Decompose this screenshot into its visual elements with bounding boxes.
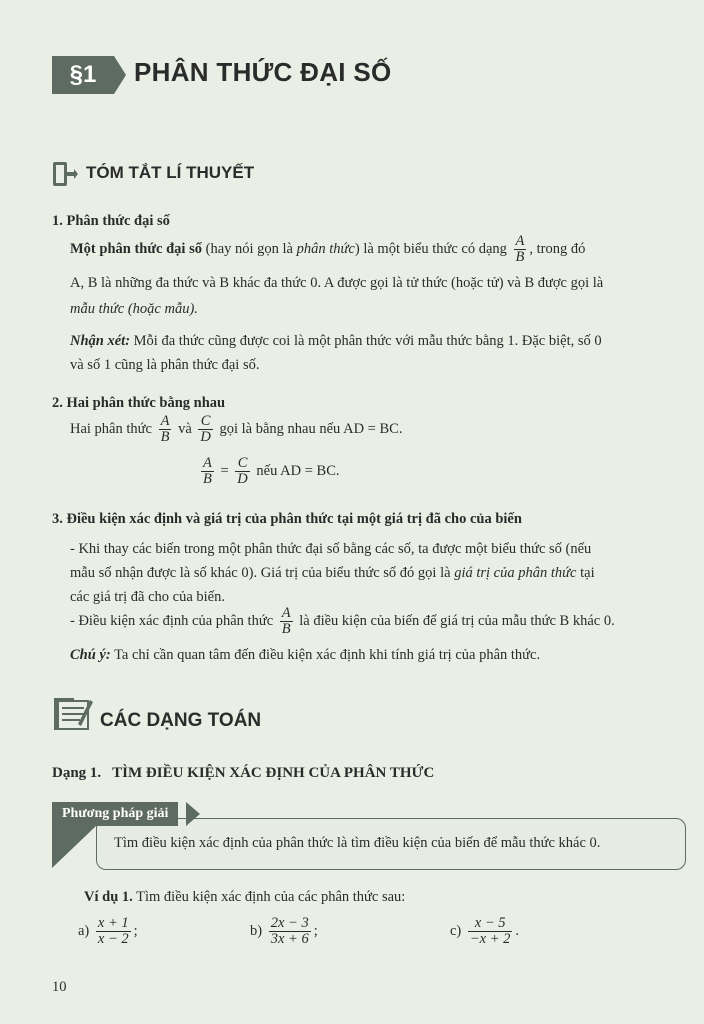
fraction-c-over-d: $\frac{C}{D}$ xyxy=(200,413,211,446)
punctuation: ; xyxy=(133,923,138,940)
remark-label: Nhận xét: xyxy=(70,333,131,349)
fraction-a-over-b: $\frac{A}{B}$ xyxy=(203,455,212,488)
remark-text: Mỗi đa thức cũng được coi là một phân thức với mẫu thức bằng 1. Đặc biệt, số 0 xyxy=(133,333,602,349)
item1-remark-line2: và số 1 cũng là phân thức đại số. xyxy=(70,357,260,373)
item3-b1-line1: - Khi thay các biến trong một phân thức đại số bằng các số, ta được một biểu thức số (nếu xyxy=(70,541,592,557)
fraction-a-over-b: $\frac{A}{B}$ xyxy=(515,233,525,266)
example1-part-b xyxy=(250,916,318,947)
method-box-wedge xyxy=(52,826,96,868)
dang1-title: TÌM ĐIỀU KIỆN XÁC ĐỊNH CỦA PHÂN THỨC xyxy=(112,765,435,781)
item2-line xyxy=(70,414,402,445)
method-text: Tìm điều kiện xác định của phân thức là tìm điều kiện của biến để mẫu thức khác 0. xyxy=(114,835,601,851)
item1-line3: mẫu thức (hoặc mẫu). xyxy=(70,301,198,317)
example1-text: Tìm điều kiện xác định của các phân thức sau: xyxy=(136,889,406,905)
example1-label: Ví dụ 1. xyxy=(84,889,133,905)
item1-heading: 1. Phân thức đại số xyxy=(52,213,170,229)
summary-icon xyxy=(52,160,78,188)
page-number: 10 xyxy=(52,979,67,995)
item1-text: ) là một biểu thức có dạng xyxy=(354,241,507,258)
method-label-arrow xyxy=(186,802,200,826)
fraction-a-over-b: $\frac{A}{B}$ xyxy=(160,413,170,446)
item1-line1 xyxy=(70,234,690,265)
fraction-b: $\frac{2x - 3}{3x + 6}$ xyxy=(270,915,309,948)
item1-text: , trong đó xyxy=(529,241,586,258)
item1-text: (hay nói gọn là xyxy=(205,241,293,258)
example1-prompt xyxy=(84,886,405,908)
item3-text: - Điều kiện xác định của phân thức xyxy=(70,613,274,630)
fraction-c-over-d: $\frac{C}{D}$ xyxy=(237,455,248,488)
dang1-heading xyxy=(52,762,434,785)
item3-note xyxy=(70,644,540,666)
item3-b1-line3: các giá trị đã cho của biến. xyxy=(70,589,225,605)
item3-term: giá trị của phân thức xyxy=(454,565,577,581)
punctuation: . xyxy=(515,923,520,940)
part-label: a) xyxy=(78,923,90,940)
part-label: b) xyxy=(250,923,263,940)
section-number-badge: §1 xyxy=(52,56,114,94)
item2-text: nếu AD = BC. xyxy=(256,463,340,480)
item2-text: gọi là bằng nhau nếu AD = BC. xyxy=(219,421,403,438)
item1-line2: A, B là những đa thức và B khác đa thức 0. A được gọi là tử thức (hoặc tử) và B được gọi là xyxy=(70,275,604,291)
equals-sign: = xyxy=(220,463,229,480)
item1-term-italic: phân thức xyxy=(296,241,355,258)
item2-text: và xyxy=(178,421,192,438)
example1-part-c xyxy=(450,916,519,947)
note-label: Chú ý: xyxy=(70,647,111,663)
dang1-label: Dạng 1. xyxy=(52,765,102,781)
section-title: PHÂN THỨC ĐẠI SỐ xyxy=(134,57,392,87)
summary-title: TÓM TẮT LÍ THUYẾT xyxy=(86,163,255,182)
part-label: c) xyxy=(450,923,462,940)
item2-heading: 2. Hai phân thức bằng nhau xyxy=(52,395,226,411)
item3-heading: 3. Điều kiện xác định và giá trị của phân thức tại một giá trị đã cho của biến xyxy=(52,511,522,527)
fraction-c: $\frac{x - 5}{-x + 2}$ xyxy=(469,915,511,948)
fraction-a: $\frac{x + 1}{x - 2}$ xyxy=(97,915,129,948)
item2-text: Hai phân thức xyxy=(70,421,152,438)
item3-text: tại xyxy=(580,565,595,581)
fraction-a-over-b: $\frac{A}{B}$ xyxy=(281,605,291,638)
item1-term: Một phân thức đại số xyxy=(70,241,202,258)
item3-b2-line xyxy=(70,606,615,637)
note-text: Ta chỉ cần quan tâm đến điều kiện xác định khi tính giá trị của phân thức. xyxy=(114,647,541,663)
item1-remark-line1 xyxy=(70,330,602,352)
example1-part-a xyxy=(78,916,138,947)
item3-text: mẫu số nhận được là số khác 0). Giá trị của biểu thức số đó gọi là xyxy=(70,565,451,581)
item2-equation xyxy=(198,456,340,487)
punctuation: ; xyxy=(313,923,318,940)
item3-text: là điều kiện của biến để giá trị của mẫu thức B khác 0. xyxy=(299,613,615,630)
notebook-icon xyxy=(52,694,94,734)
method-label: Phương pháp giải xyxy=(52,802,178,826)
types-title: CÁC DẠNG TOÁN xyxy=(100,710,262,731)
section-badge-arrow xyxy=(114,56,126,94)
item3-b1-line2 xyxy=(70,562,595,584)
